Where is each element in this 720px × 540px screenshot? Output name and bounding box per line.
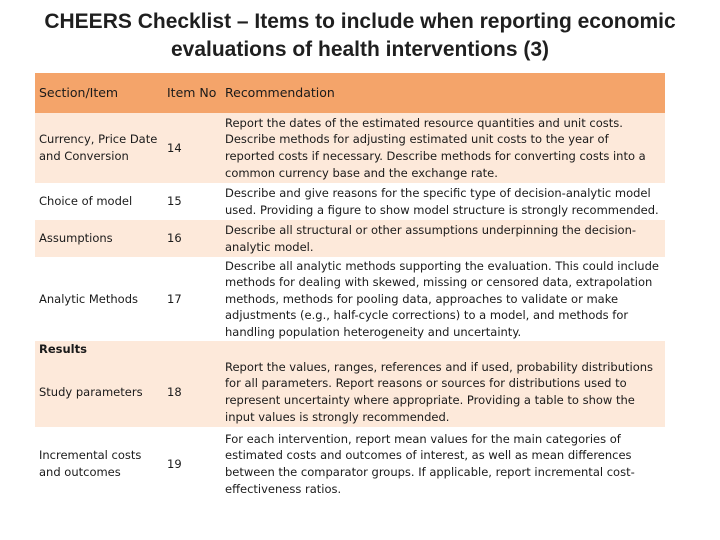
section-label-results: Results	[39, 342, 87, 356]
row-recommendation: Describe all analytic methods supporting the evaluation. This could include methods for dealing with skewed, missing or censored data, extrapolation methods, methods for pooling data, approaches to validate or make adjustments (e.g., half-cycle corrections) to a model, and methods for handling population heterogeneity and uncertainty.	[225, 258, 659, 339]
row-section-item: Study parameters	[39, 384, 143, 399]
row-item-no: 18	[167, 384, 182, 399]
row-recommendation: For each intervention, report mean values for the main categories of estimated costs and outcomes of interest, as well as mean differences between the comparator groups. If applicable, report incremental cost-effectiveness ratios.	[225, 431, 635, 496]
row-item-no: 16	[167, 231, 182, 246]
row-recommendation: Report the dates of the estimated resource quantities and unit costs. Describe methods for adjusting estimated unit costs to the year of reported costs if necessary. Describe methods for converting costs into a common currency base and the exchange rate.	[225, 115, 646, 180]
row-item-no: 15	[167, 194, 182, 209]
table-header-row	[35, 73, 665, 113]
row-recommendation: Describe and give reasons for the specific type of decision-analytic model used. Providing a figure to show model structure is strongly recommended.	[225, 185, 659, 217]
header-recommendation: Recommendation	[225, 84, 335, 100]
table-row	[35, 357, 665, 427]
row-item-no: 17	[167, 291, 182, 306]
section-row-results	[35, 341, 665, 357]
page-title: CHEERS Checklist – Items to include when reporting economic evaluations of health interventions (3)	[44, 10, 676, 61]
row-section-item: Incremental costs and outcomes	[39, 448, 142, 479]
header-section-item: Section/Item	[39, 84, 119, 100]
table-row	[35, 427, 665, 501]
row-section-item: Assumptions	[39, 231, 113, 246]
table-row	[35, 220, 665, 257]
row-recommendation: Describe all structural or other assumptions underpinning the decision-analytic model.	[225, 222, 637, 254]
header-item-no: Item No	[167, 85, 217, 100]
row-section-item: Currency, Price Date and Conversion	[39, 132, 158, 163]
table-row	[35, 257, 665, 341]
row-item-no: 19	[167, 456, 182, 471]
row-section-item: Choice of model	[39, 194, 133, 209]
row-recommendation: Report the values, ranges, references and if used, probability distributions for all parameters. Report reasons or sources for distributions used to represent uncertainty where appropriate. Providing a table to show the input values is strongly recommended.	[225, 359, 654, 424]
row-item-no: 14	[167, 140, 182, 155]
row-section-item: Analytic Methods	[39, 291, 139, 306]
table-row	[35, 183, 665, 220]
table-row	[35, 113, 665, 183]
cheers-table	[35, 73, 665, 501]
